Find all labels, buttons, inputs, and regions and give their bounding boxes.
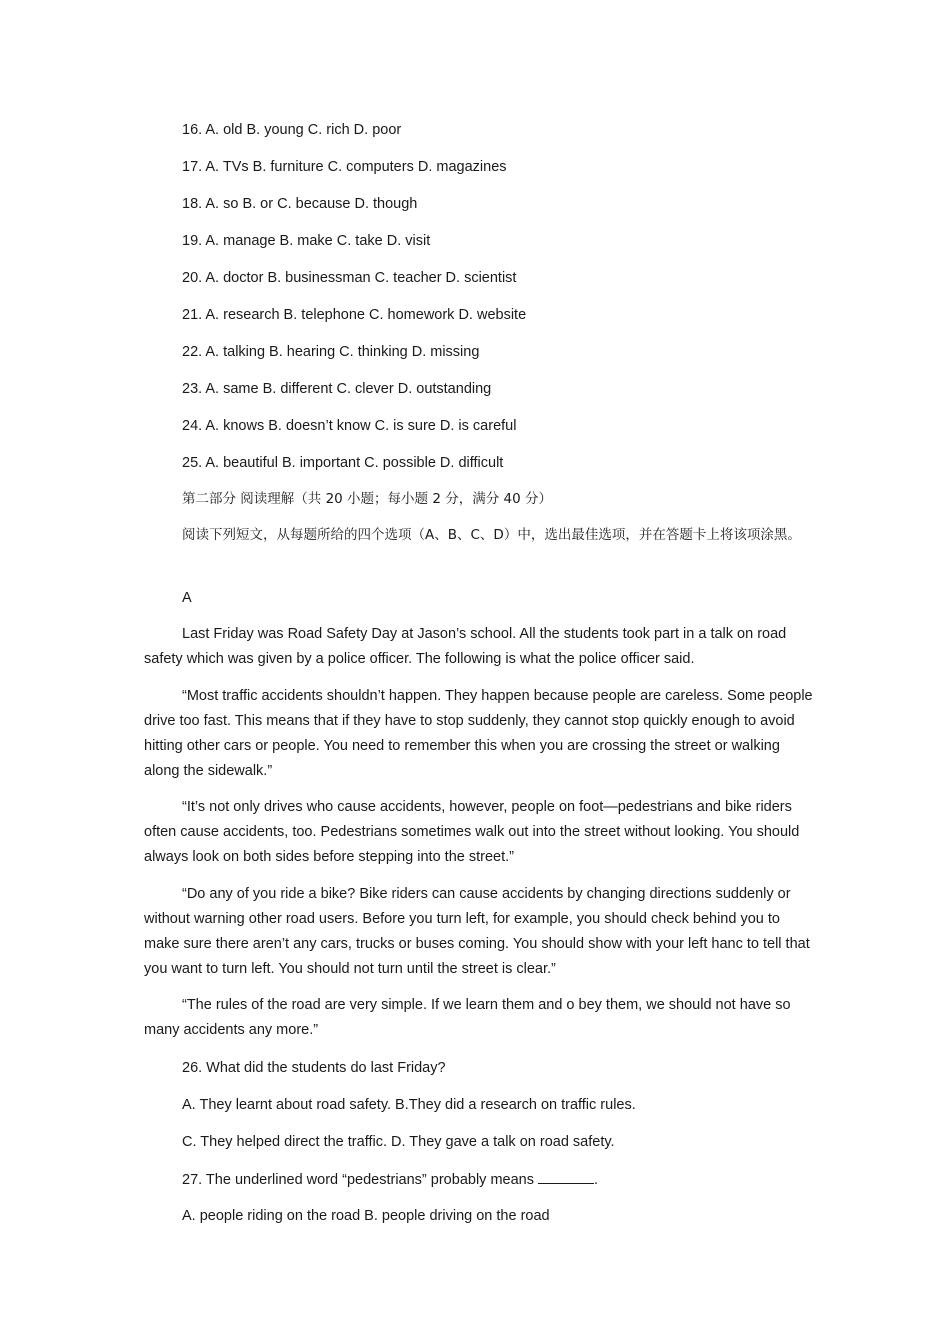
option-line-24: 24. A. knows B. doesn’t know C. is sure D. is careful — [182, 418, 517, 434]
section-label: A — [182, 590, 192, 606]
passage-paragraph-5: “The rules of the road are very simple. If we learn them and o bey them, we should not have so many accidents any more.” — [144, 997, 791, 1038]
option-line-16: 16. A. old B. young C. rich D. poor — [182, 122, 402, 138]
passage-paragraph-3: “It’s not only drives who cause accidents, however, people on foot—pedestrians and bike riders often cause accidents, too. Pedestrians sometimes walk out into the street without looking. You should always look on both sides before stepping into the street.” — [144, 799, 800, 865]
option-line-21: 21. A. research B. telephone C. homework D. website — [182, 307, 527, 323]
part2-instruction: 阅读下列短文，从每题所给的四个选项（A、B、C、D）中，选出最佳选项，并在答题卡上将该项涂黑。 — [182, 527, 801, 543]
question-27-options-ab: A. people riding on the road B. people driving on the road — [182, 1208, 550, 1224]
option-line-17: 17. A. TVs B. furniture C. computers D. magazines — [182, 159, 507, 175]
question-26-options-cd: C. They helped direct the traffic. D. They gave a talk on road safety. — [182, 1134, 615, 1150]
option-line-20: 20. A. doctor B. businessman C. teacher D. scientist — [182, 270, 517, 286]
part2-heading: 第二部分 阅读理解（共 20 小题；每小题 2 分，满分 40 分） — [182, 491, 552, 507]
passage-paragraph-2: “Most traffic accidents shouldn’t happen. They happen because people are careless. Some people drive too fast. This means that if they have to stop suddenly, they cannot stop quickly enough to avoid hitting other cars or people. You need to remember this when you are crossing the street or walking along the sidewalk.” — [144, 688, 813, 779]
question-27-text: 27. The underlined word “pedestrians” probably means — [182, 1172, 534, 1188]
question-27 — [182, 1169, 598, 1190]
option-line-19: 19. A. manage B. make C. take D. visit — [182, 233, 431, 249]
option-line-22: 22. A. talking B. hearing C. thinking D. missing — [182, 344, 480, 360]
option-line-25: 25. A. beautiful B. important C. possible D. difficult — [182, 455, 504, 471]
question-26-options-ab: A. They learnt about road safety. B.They did a research on traffic rules. — [182, 1097, 636, 1113]
passage-paragraph-4: “Do any of you ride a bike? Bike riders can cause accidents by changing directions suddenly or without warning other road users. Before you turn left, for example, you should check behind you to make sure there aren’t any cars, trucks or buses coming. You should show with your left hanc to tell that you want to turn left. You should not turn until the street is clear.” — [144, 886, 810, 977]
option-line-23: 23. A. same B. different C. clever D. outstanding — [182, 381, 492, 397]
option-line-18: 18. A. so B. or C. because D. though — [182, 196, 418, 212]
question-27-period: . — [594, 1172, 599, 1188]
passage-paragraph-1: Last Friday was Road Safety Day at Jason’s school. All the students took part in a talk on road safety which was given by a police officer. The following is what the police officer said. — [144, 626, 787, 667]
answer-blank — [538, 1169, 594, 1184]
question-26: 26. What did the students do last Friday? — [182, 1060, 446, 1076]
